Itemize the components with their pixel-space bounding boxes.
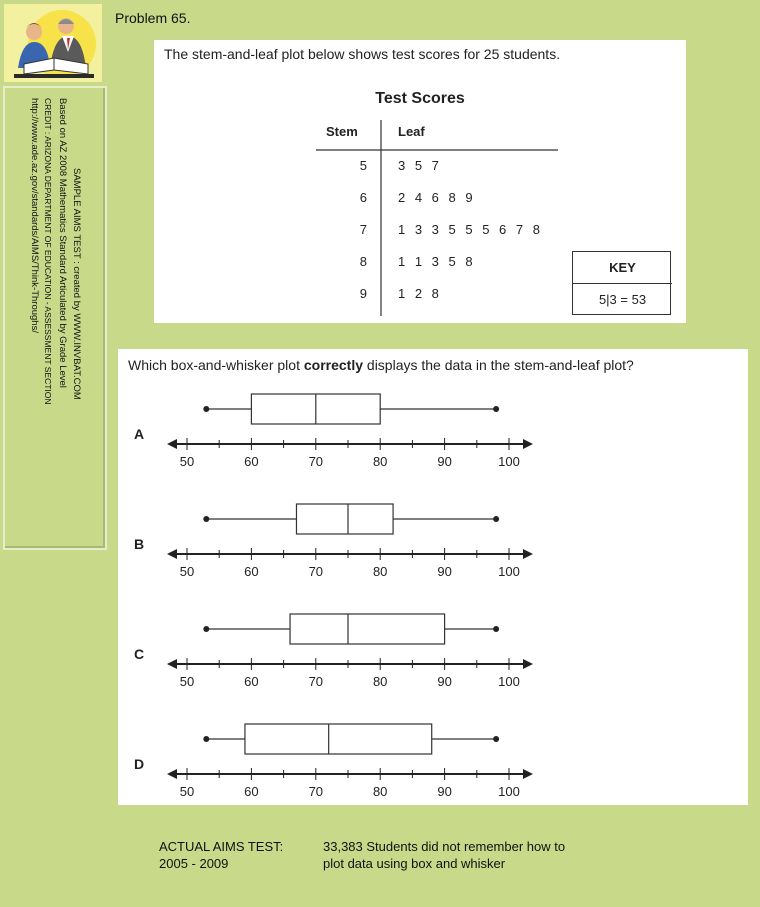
boxplot-options bbox=[118, 349, 748, 805]
option-label: B bbox=[134, 536, 145, 552]
box bbox=[290, 614, 445, 644]
tick-label: 50 bbox=[179, 454, 195, 469]
leaf-header: Leaf bbox=[398, 124, 425, 139]
stem-leaf-title: Test Scores bbox=[375, 90, 465, 107]
arrow-left bbox=[167, 549, 177, 559]
leaf-values: 1 1 3 5 8 bbox=[398, 254, 476, 269]
sidebar-line-based-on: Based on AZ 2008 Mathematics Standard Articulated by Grade Level bbox=[57, 98, 68, 388]
max-point bbox=[493, 626, 499, 632]
key-box bbox=[572, 251, 671, 315]
max-point bbox=[493, 406, 499, 412]
tick-label: 90 bbox=[437, 564, 452, 579]
tick-label: 80 bbox=[372, 564, 388, 579]
max-point bbox=[493, 516, 499, 522]
arrow-right bbox=[523, 549, 533, 559]
tick-label: 50 bbox=[179, 564, 195, 579]
max-point bbox=[493, 736, 499, 742]
option-label: D bbox=[134, 756, 145, 772]
leaf-values: 1 2 8 bbox=[398, 286, 442, 301]
leaf-values: 3 5 7 bbox=[398, 158, 442, 173]
footer-label: ACTUAL AIMS TEST: bbox=[159, 839, 284, 854]
tick-label: 60 bbox=[244, 674, 259, 689]
boxplot-card bbox=[118, 349, 748, 805]
tick-label: 80 bbox=[372, 674, 388, 689]
stem-value: 9 bbox=[359, 286, 367, 301]
prompt-text-end: displays the data in the stem-and-leaf plot? bbox=[363, 357, 634, 373]
tick-label: 50 bbox=[179, 784, 195, 799]
footer-stat-cont: plot data using box and whisker bbox=[323, 856, 506, 871]
tick-label: 100 bbox=[498, 674, 520, 689]
tick-label: 90 bbox=[437, 454, 452, 469]
option-label: A bbox=[134, 426, 145, 442]
stem-value: 7 bbox=[359, 222, 367, 237]
leaf-values: 1 3 3 5 5 5 6 7 8 bbox=[398, 222, 543, 237]
tick-label: 70 bbox=[308, 784, 324, 799]
tick-label: 70 bbox=[308, 454, 324, 469]
option-label: C bbox=[134, 646, 145, 662]
key-title: KEY bbox=[573, 252, 672, 284]
min-point bbox=[203, 736, 209, 742]
tick-label: 60 bbox=[244, 454, 259, 469]
sidebar-line-credit: CREDIT : ARIZONA DEPARTMENT OF EDUCATION - ASSESSMENT SECTION bbox=[43, 98, 53, 405]
arrow-left bbox=[167, 659, 177, 669]
tick-label: 60 bbox=[244, 784, 259, 799]
arrow-left bbox=[167, 769, 177, 779]
stem-value: 8 bbox=[359, 254, 367, 269]
credits-sidebar bbox=[3, 86, 107, 550]
tick-label: 60 bbox=[244, 564, 259, 579]
stem-leaf-intro: The stem-and-leaf plot below shows test scores for 25 students. bbox=[164, 46, 561, 62]
stem-value: 6 bbox=[359, 190, 367, 205]
tick-label: 70 bbox=[308, 564, 324, 579]
problem-title: Problem 65. bbox=[115, 10, 191, 26]
box bbox=[245, 724, 432, 754]
key-example: 5|3 = 53 bbox=[598, 292, 647, 307]
tick-label: 90 bbox=[437, 784, 452, 799]
arrow-right bbox=[523, 659, 533, 669]
box bbox=[296, 504, 393, 534]
tick-label: 90 bbox=[437, 674, 452, 689]
leaf-values: 2 4 6 8 9 bbox=[398, 190, 476, 205]
stem-header: Stem bbox=[326, 124, 358, 139]
arrow-right bbox=[523, 439, 533, 449]
min-point bbox=[203, 626, 209, 632]
arrow-left bbox=[167, 439, 177, 449]
tick-label: 100 bbox=[498, 564, 520, 579]
footer-years: 2005 - 2009 bbox=[159, 856, 229, 871]
sidebar-line-sample: SAMPLE AIMS TEST : created by WWW.INVBAT.COM bbox=[71, 168, 82, 400]
arrow-right bbox=[523, 769, 533, 779]
prompt-text: Which box-and-whisker plot bbox=[128, 357, 304, 373]
credits-text-block bbox=[27, 98, 83, 538]
tick-label: 50 bbox=[179, 674, 195, 689]
stem-leaf-card bbox=[154, 40, 686, 323]
tick-label: 80 bbox=[372, 784, 388, 799]
min-point bbox=[203, 406, 209, 412]
min-point bbox=[203, 516, 209, 522]
tick-label: 70 bbox=[308, 674, 324, 689]
footer-stat: 33,383 Students did not remember how to bbox=[323, 839, 566, 854]
sidebar-line-url: http://www.ade.az.gov/standards/AIMS/Think-Throughs/ bbox=[29, 98, 40, 333]
tick-label: 100 bbox=[498, 454, 520, 469]
prompt-emphasis: correctly bbox=[303, 357, 364, 373]
stem-value: 5 bbox=[359, 158, 367, 173]
tick-label: 80 bbox=[372, 454, 388, 469]
tick-label: 100 bbox=[498, 784, 520, 799]
logo-illustration bbox=[4, 4, 102, 82]
